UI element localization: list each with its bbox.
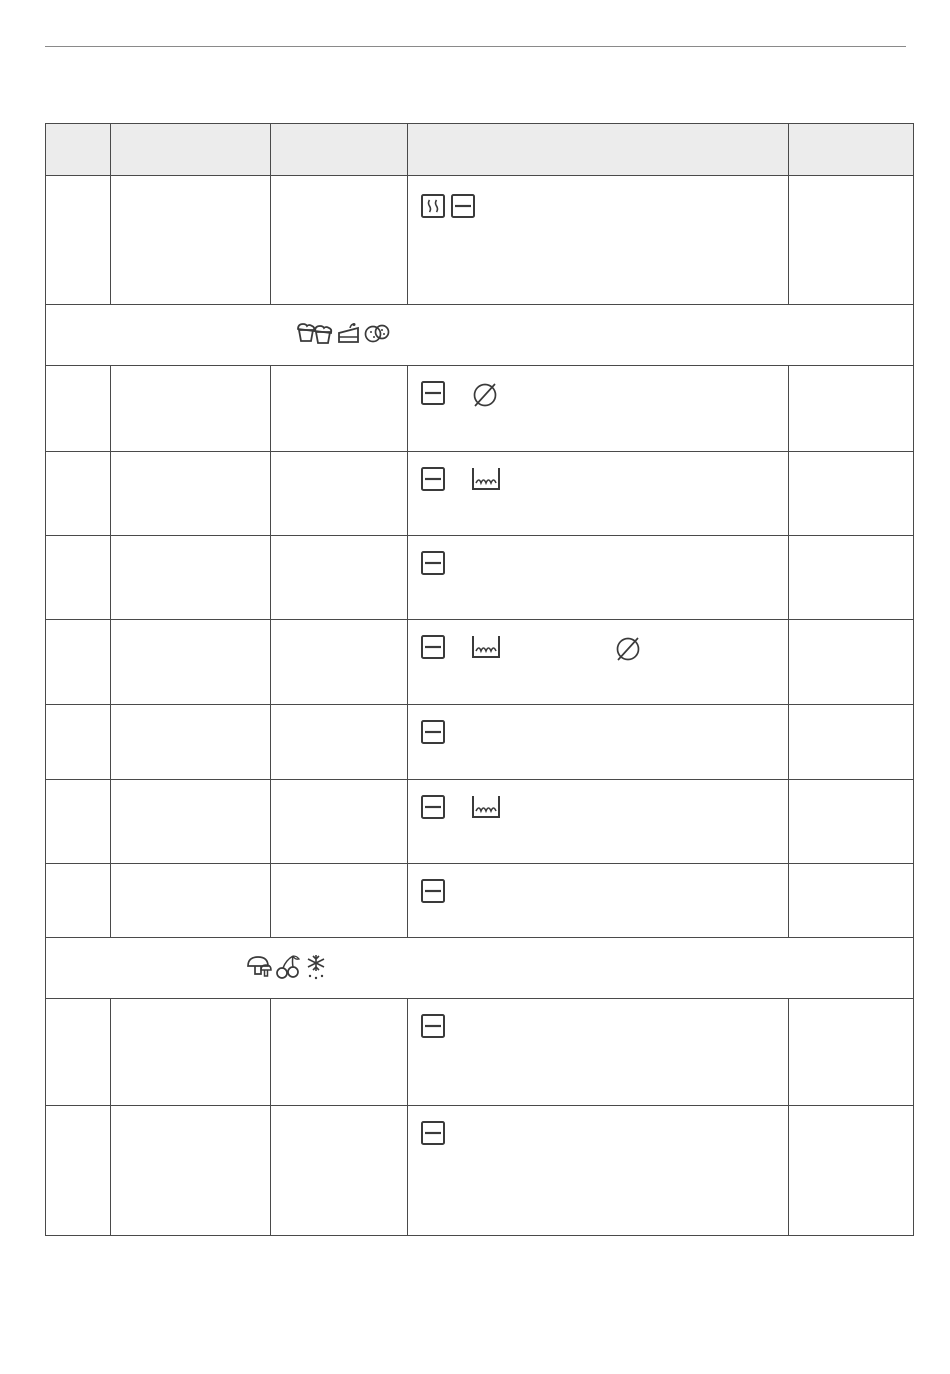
- table-section-row: [46, 938, 914, 999]
- heating-element-icon: [421, 879, 445, 903]
- header-cell: [408, 124, 789, 176]
- heating-element-icon: [421, 1121, 445, 1145]
- water-tray-icon: [471, 795, 501, 819]
- table-row: [46, 864, 914, 938]
- cookie-icon: [364, 322, 390, 344]
- heating-element-icon: [421, 1014, 445, 1038]
- heating-element-icon: [421, 467, 445, 491]
- table-row: [46, 366, 914, 452]
- table-header-row: [46, 124, 914, 176]
- header-cell: [46, 124, 111, 176]
- header-cell: [111, 124, 271, 176]
- table-row: [46, 176, 914, 305]
- heating-element-icon: [421, 381, 445, 405]
- water-tray-icon: [471, 635, 501, 659]
- heating-element-icon: [421, 795, 445, 819]
- diameter-icon: [614, 635, 642, 663]
- cake-slice-icon: [337, 322, 361, 344]
- diameter-icon: [471, 381, 499, 409]
- settings-table: [45, 123, 914, 1236]
- header-cell: [789, 124, 914, 176]
- table-row: [46, 999, 914, 1106]
- water-tray-icon: [471, 467, 501, 491]
- heating-element-icon: [451, 194, 475, 218]
- header-cell: [271, 124, 408, 176]
- heating-element-icon: [421, 720, 445, 744]
- heating-element-icon: [421, 551, 445, 575]
- table-row: [46, 452, 914, 536]
- heating-element-icon: [421, 635, 445, 659]
- table-row: [46, 536, 914, 620]
- muffin-icon: [296, 322, 334, 344]
- mushroom-icon: [246, 954, 272, 980]
- table-row: [46, 1106, 914, 1236]
- cherries-icon: [275, 954, 301, 980]
- table-section-row: [46, 305, 914, 366]
- defrost-icon: [304, 954, 328, 980]
- table-row: [46, 620, 914, 705]
- grill-icon: [421, 194, 445, 218]
- page-top-rule: [45, 46, 906, 47]
- table-row: [46, 780, 914, 864]
- table-row: [46, 705, 914, 780]
